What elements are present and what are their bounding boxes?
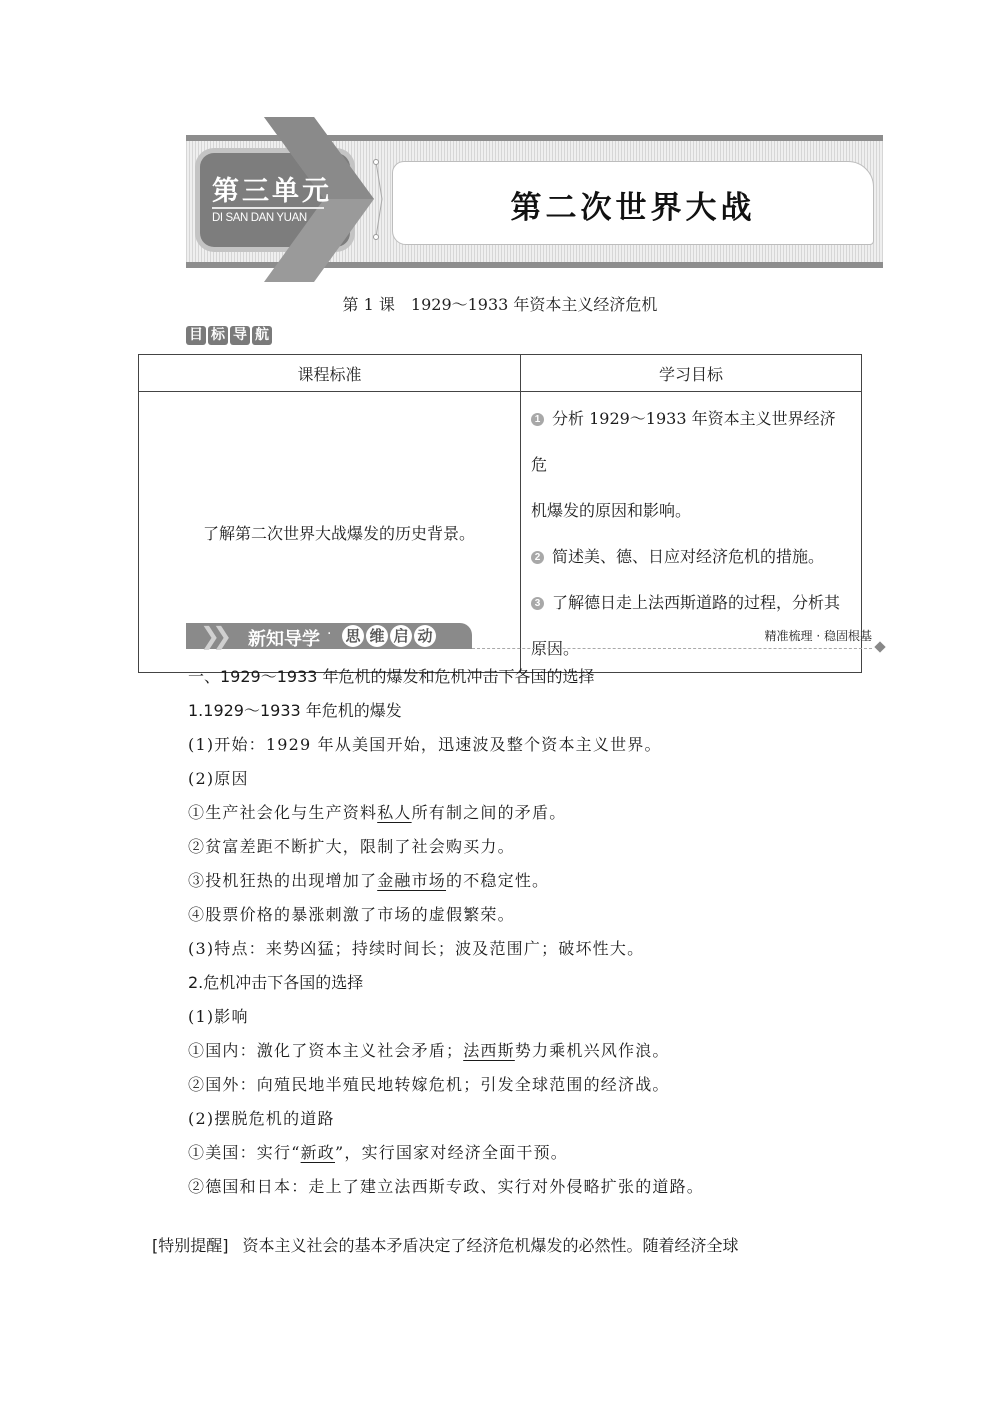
circle-char: 启 [390,625,412,647]
paragraph-cause-4: ④股票价格的暴涨刺激了市场的虚假繁荣。 [188,905,515,924]
paragraph-way-1 [188,1139,868,1173]
section-label: 新知导学 [248,629,320,650]
goal-item [531,396,851,488]
paragraph-features: (3)特点：来势凶猛；持续时间长；波及范围广；破坏性大。 [188,939,645,958]
diamond-icon [874,641,885,652]
double-chevron-icon: ❯❯ [200,622,225,650]
number-1-icon: 1 [531,413,544,426]
paragraph-cause-3 [188,867,868,901]
header-course-standard: 课程标准 [139,355,521,392]
underlined-keyword: 法西斯 [463,1041,515,1060]
dotted-divider [472,648,872,649]
underlined-keyword: 私人 [377,803,412,822]
goal-navigation-tag [186,326,272,345]
paragraph-impact-1 [188,1037,868,1071]
unit-divider [212,207,324,209]
goal-text: 了解德日走上法西斯道路的过程，分析其 [552,593,841,612]
goal-item [531,580,851,626]
goal-item-continued: 机爆发的原因和影响。 [531,501,692,520]
text: ”，实行国家对经济全面干预。 [335,1143,568,1162]
section-circles [342,625,436,647]
nav-tag-char: 航 [252,326,272,345]
text: 所有制之间的矛盾。 [411,803,567,822]
heading-1: 一、1929～1933 年危机的爆发和危机冲击下各国的选择 [188,667,595,686]
table-header-row [139,355,862,392]
number-2-icon: 2 [531,551,544,564]
circle-char: 动 [414,625,436,647]
subheading-1: 1.1929～1933 年危机的爆发 [188,701,402,720]
special-tip [152,1233,739,1256]
nav-tag-char: 目 [186,326,206,345]
lesson-title: 第 1 课 1929～1933 年资本主义经济危机 [342,295,658,314]
paragraph-start: (1)开始：1929 年从美国开始，迅速波及整个资本主义世界。 [188,735,662,754]
goal-item-continued: 原因。 [531,639,580,658]
paragraph-causes-title: (2)原因 [188,769,249,788]
paragraph-cause-2: ②贫富差距不断扩大，限制了社会购买力。 [188,837,515,856]
goal-item [531,534,851,580]
circle-char: 思 [342,625,364,647]
unit-title-box [392,161,874,245]
header-learning-goals: 学习目标 [521,355,862,392]
number-3-icon: 3 [531,597,544,610]
goal-text: 分析 1929～1933 年资本主义世界经济危 [531,409,836,474]
underlined-keyword: 金融市场 [377,871,447,890]
text: ①生产社会化与生产资料 [188,803,378,822]
nav-tag-char: 导 [230,326,250,345]
circle-char: 维 [366,625,388,647]
tip-label: [特别提醒] [152,1236,229,1255]
section-subtitle: 精准梳理 · 稳固根基 [764,629,872,643]
text: ①美国：实行“ [188,1143,301,1162]
text: 的不稳定性。 [446,871,550,890]
subheading-2: 2.危机冲击下各国的选择 [188,973,364,992]
paragraph-impact-title: (1)影响 [188,1007,249,1026]
text: ①国内：激化了资本主义社会矛盾； [188,1041,464,1060]
unit-title: 第二次世界大战 [510,190,756,226]
underlined-keyword: 新政 [300,1143,335,1162]
nav-tag-char: 标 [208,326,228,345]
text: 势力乘机兴风作浪。 [514,1041,670,1060]
course-standard-cell: 了解第二次世界大战爆发的历史背景。 [139,392,521,673]
unit-number-pinyin: DI SAN DAN YUAN [212,212,307,224]
unit-banner [186,135,883,268]
lesson-content [188,663,868,1207]
goal-text: 简述美、德、日应对经济危机的措施。 [552,547,825,566]
paragraph-ways-title: (2)摆脱危机的道路 [188,1109,335,1128]
tip-text: 资本主义社会的基本矛盾决定了经济危机爆发的必然性。随着经济全球 [242,1236,739,1255]
unit-number-cn: 第三单元 [212,176,332,207]
paragraph-way-2: ②德国和日本：走上了建立法西斯专政、实行对外侵略扩张的道路。 [188,1177,705,1196]
section-dot: · [327,626,332,642]
text: ③投机狂热的出现增加了 [188,871,378,890]
paragraph-cause-1 [188,799,868,833]
section-header [186,623,886,651]
paragraph-impact-2: ②国外：向殖民地半殖民地转嫁危机；引发全球范围的经济战。 [188,1075,670,1094]
